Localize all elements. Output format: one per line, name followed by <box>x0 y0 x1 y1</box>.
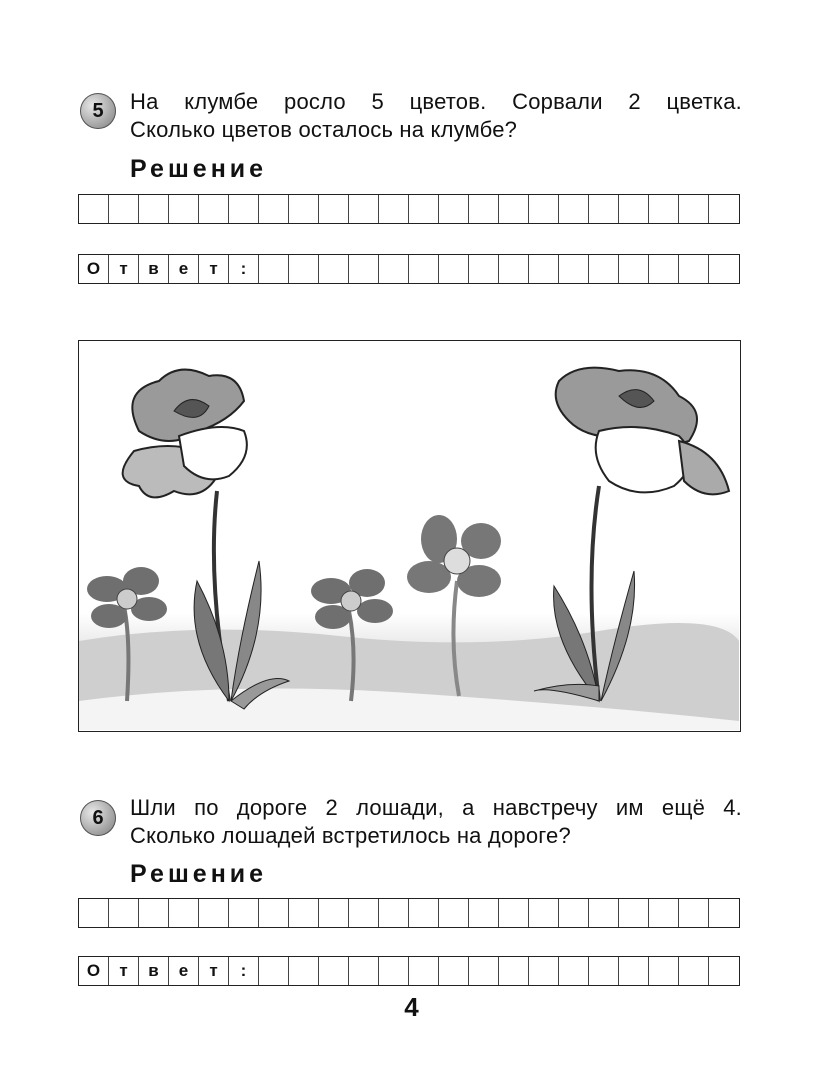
grid-cell[interactable] <box>439 899 469 927</box>
grid-cell[interactable] <box>439 957 469 985</box>
grid-cell[interactable] <box>79 195 109 223</box>
grid-cell[interactable] <box>349 899 379 927</box>
task-5-number: 5 <box>92 99 104 122</box>
grid-cell[interactable] <box>499 899 529 927</box>
task-5-line-2: Сколько цветов осталось на клумбе? <box>130 117 518 142</box>
grid-cell[interactable] <box>499 195 529 223</box>
answer-letter-cell[interactable]: О <box>79 255 109 283</box>
grid-cell[interactable] <box>199 899 229 927</box>
grid-cell[interactable] <box>259 899 289 927</box>
answer-letter-cell[interactable]: в <box>139 255 169 283</box>
grid-cell[interactable] <box>559 957 589 985</box>
flowers-illustration <box>78 340 741 732</box>
task-5-solution-grid[interactable] <box>78 194 740 224</box>
grid-cell[interactable] <box>169 899 199 927</box>
grid-cell[interactable] <box>439 255 469 283</box>
grid-cell[interactable] <box>619 255 649 283</box>
grid-cell[interactable] <box>349 255 379 283</box>
grid-cell[interactable] <box>619 195 649 223</box>
grid-cell[interactable] <box>589 195 619 223</box>
grid-cell[interactable] <box>199 195 229 223</box>
task-6-solution-label: Решение <box>130 860 268 888</box>
grid-cell[interactable] <box>649 195 679 223</box>
grid-cell[interactable] <box>559 899 589 927</box>
grid-cell[interactable] <box>469 957 499 985</box>
grid-cell[interactable] <box>229 195 259 223</box>
task-5-solution-label: Решение <box>130 155 268 183</box>
grid-cell[interactable] <box>409 957 439 985</box>
grid-cell[interactable] <box>409 899 439 927</box>
answer-letter-cell[interactable]: т <box>199 957 229 985</box>
grid-cell[interactable] <box>589 899 619 927</box>
grid-cell[interactable] <box>679 957 709 985</box>
task-6-text <box>130 794 742 850</box>
grid-cell[interactable] <box>259 255 289 283</box>
grid-cell[interactable] <box>679 899 709 927</box>
grid-cell[interactable] <box>439 195 469 223</box>
grid-cell[interactable] <box>79 899 109 927</box>
answer-letter-cell[interactable]: в <box>139 957 169 985</box>
grid-cell[interactable] <box>589 255 619 283</box>
grid-cell[interactable] <box>589 957 619 985</box>
task-5-text <box>130 88 742 144</box>
grid-cell[interactable] <box>529 957 559 985</box>
grid-cell[interactable] <box>139 195 169 223</box>
grid-cell[interactable] <box>649 957 679 985</box>
grid-cell[interactable] <box>709 195 739 223</box>
grid-cell[interactable] <box>289 899 319 927</box>
task-5-line-1: На клумбе росло 5 цветов. Сорвали 2 цветка. <box>130 89 742 114</box>
grid-cell[interactable] <box>109 195 139 223</box>
task-6-number-badge <box>80 800 116 836</box>
grid-cell[interactable] <box>709 899 739 927</box>
grid-cell[interactable] <box>559 195 589 223</box>
grid-cell[interactable] <box>679 195 709 223</box>
grid-cell[interactable] <box>379 899 409 927</box>
answer-letter-cell[interactable]: е <box>169 255 199 283</box>
task-5-number-badge <box>80 93 116 129</box>
grid-cell[interactable] <box>529 899 559 927</box>
answer-letter-cell[interactable]: : <box>229 255 259 283</box>
grid-cell[interactable] <box>499 255 529 283</box>
task-6-line-2: Сколько лошадей встретилось на дороге? <box>130 823 571 848</box>
answer-letter-cell[interactable]: т <box>109 957 139 985</box>
grid-cell[interactable] <box>259 957 289 985</box>
grid-cell[interactable] <box>379 957 409 985</box>
grid-cell[interactable] <box>469 195 499 223</box>
grid-cell[interactable] <box>319 957 349 985</box>
grid-cell[interactable] <box>559 255 589 283</box>
task-6-number: 6 <box>92 806 104 829</box>
task-5-answer-grid[interactable] <box>78 254 740 284</box>
grid-cell[interactable] <box>499 957 529 985</box>
grid-cell[interactable] <box>319 899 349 927</box>
answer-letter-cell[interactable]: : <box>229 957 259 985</box>
grid-cell[interactable] <box>409 255 439 283</box>
grid-cell[interactable] <box>289 957 319 985</box>
task-6-answer-grid[interactable] <box>78 956 740 986</box>
grid-cell[interactable] <box>349 195 379 223</box>
answer-letter-cell[interactable]: т <box>199 255 229 283</box>
answer-letter-cell[interactable]: О <box>79 957 109 985</box>
page-number: 4 <box>404 992 419 1022</box>
grid-cell[interactable] <box>649 899 679 927</box>
grid-cell[interactable] <box>709 957 739 985</box>
answer-letter-cell[interactable]: е <box>169 957 199 985</box>
grid-cell[interactable] <box>379 195 409 223</box>
grid-cell[interactable] <box>319 255 349 283</box>
grid-cell[interactable] <box>289 255 319 283</box>
grid-cell[interactable] <box>349 957 379 985</box>
grid-cell[interactable] <box>529 255 559 283</box>
grid-cell[interactable] <box>139 899 169 927</box>
grid-cell[interactable] <box>469 899 499 927</box>
answer-letter-cell[interactable]: т <box>109 255 139 283</box>
grid-cell[interactable] <box>529 195 559 223</box>
flowers-drawing <box>79 341 739 730</box>
grid-cell[interactable] <box>379 255 409 283</box>
grid-cell[interactable] <box>319 195 349 223</box>
grid-cell[interactable] <box>109 899 139 927</box>
grid-cell[interactable] <box>709 255 739 283</box>
grid-cell[interactable] <box>619 957 649 985</box>
grid-cell[interactable] <box>649 255 679 283</box>
grid-cell[interactable] <box>259 195 289 223</box>
grid-cell[interactable] <box>469 255 499 283</box>
grid-cell[interactable] <box>679 255 709 283</box>
task-6-solution-grid[interactable] <box>78 898 740 928</box>
grid-cell[interactable] <box>409 195 439 223</box>
grid-cell[interactable] <box>619 899 649 927</box>
grid-cell[interactable] <box>289 195 319 223</box>
task-6-line-1: Шли по дороге 2 лошади, а навстречу им ещё 4. <box>130 795 742 820</box>
grid-cell[interactable] <box>169 195 199 223</box>
grid-cell[interactable] <box>229 899 259 927</box>
